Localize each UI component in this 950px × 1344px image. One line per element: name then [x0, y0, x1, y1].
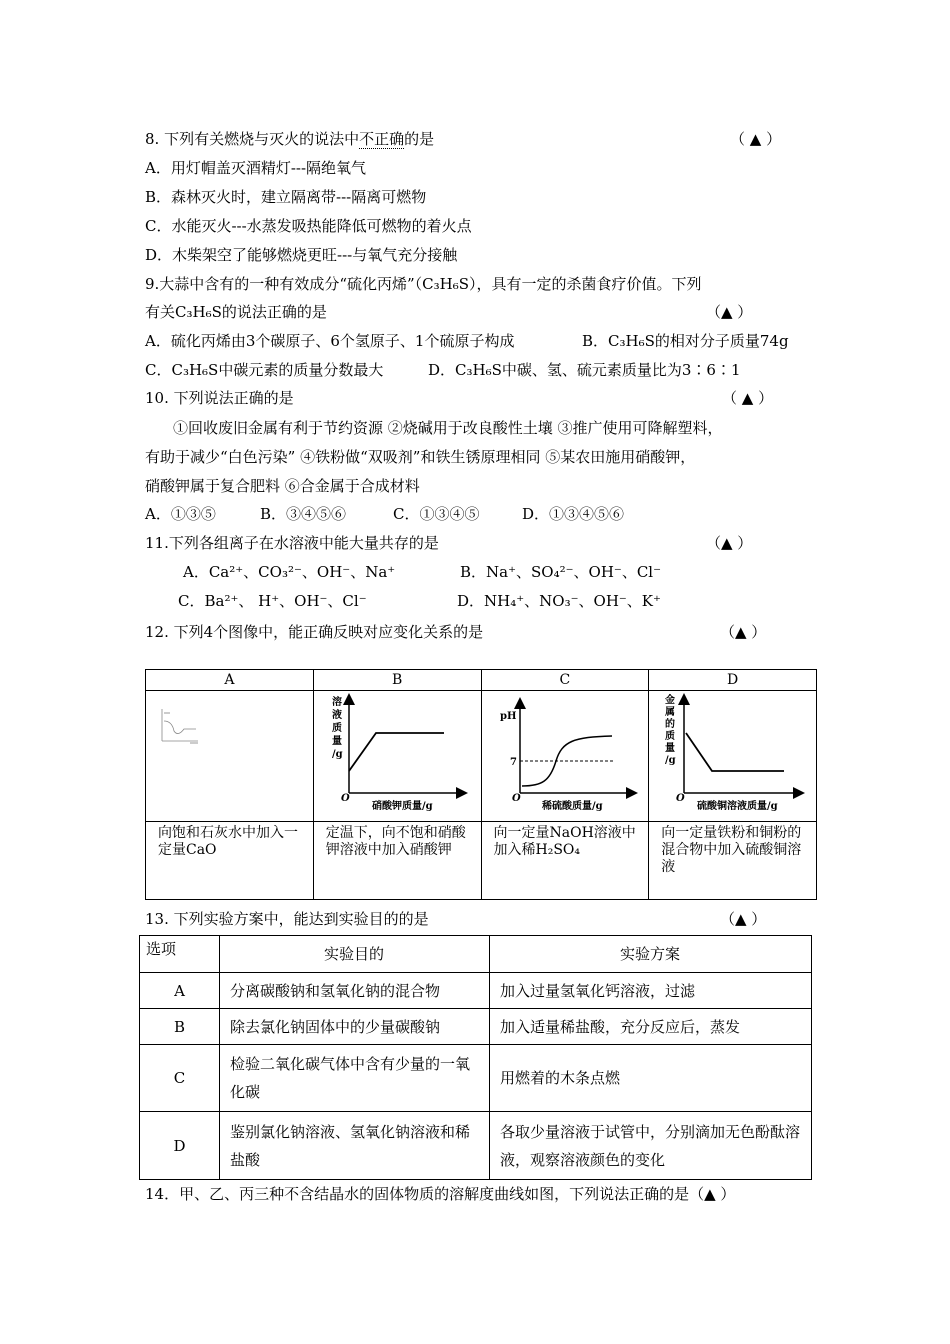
q13-row-b: [140, 1009, 812, 1045]
q12-graph-d-ylabel-3: 质: [665, 731, 676, 742]
q13-stem: 13. 下列实验方案中，能达到实验目的的是: [145, 910, 429, 928]
q8-option-d: D．木柴架空了能够燃烧更旺---与氧气充分接触: [145, 246, 458, 264]
q12-graph-d-ylabel-1: 属: [665, 707, 676, 718]
q12-graph-d-xlabel: 硫酸铜溶液质量/g: [697, 801, 778, 812]
q12-graph-b-ylabel-1: 液: [331, 710, 342, 721]
q12-graph-c-cell: [481, 691, 649, 822]
q12-answer-blank[interactable]: （▲ ）: [720, 623, 767, 641]
q12-desc-d: 向一定量铁粉和铜粉的混合物中加入硫酸铜溶液: [649, 822, 817, 900]
q12-graph-d-ylabel-2: 的: [665, 719, 676, 730]
q12-desc-b: 定温下，向不饱和硝酸钾溶液中加入硝酸钾: [313, 822, 481, 900]
q12-graph-d-ylabel-5: /g: [665, 755, 676, 766]
q13-header-plan: 实验方案: [490, 936, 812, 973]
q12-stem: 12. 下列4个图像中，能正确反映对应变化关系的是: [145, 623, 484, 641]
q9-stem-line2: 有关C₃H₆S的说法正确的是: [145, 303, 327, 321]
q13-row-a-option: A: [140, 973, 220, 1009]
q12-graph-c-mark-7: 7: [509, 757, 517, 768]
q8-option-c: C．水能灭火---水蒸发吸热能降低可燃物的着火点: [145, 217, 472, 235]
q12-graph-c-origin: O: [511, 793, 521, 804]
q13-row-d: [140, 1112, 812, 1180]
q9-option-b: B．C₃H₆S的相对分子质量74g: [582, 332, 789, 350]
q12-desc-c: 向一定量NaOH溶液中加入稀H₂SO₄: [481, 822, 649, 900]
q10-option-d: D．①③④⑤⑥: [522, 505, 625, 523]
q10-statement-line3: 硝酸钾属于复合肥料 ⑥合金属于合成材料: [145, 477, 420, 495]
q9-option-d: D．C₃H₆S中碳、氢、硫元素质量比为3∶6∶1: [428, 361, 741, 379]
q13-experiment-table: [139, 935, 812, 1180]
q13-row-d-option: D: [140, 1112, 220, 1180]
q13-header-option: 选项: [140, 936, 220, 973]
q11-option-c: C．Ba²⁺、 H⁺、OH⁻、Cl⁻: [178, 592, 367, 610]
q13-row-b-plan: 加入适量稀盐酸，充分反应后，蒸发: [490, 1009, 812, 1045]
q13-row-c: [140, 1045, 812, 1112]
q9-stem-line1: 9.大蒜中含有的一种有效成分“硫化丙烯”（C₃H₆S），具有一定的杀菌食疗价值。下列: [145, 275, 702, 293]
q13-header-goal: 实验目的: [220, 936, 490, 973]
q9-answer-blank[interactable]: （▲ ）: [706, 303, 753, 321]
q12-graph-b-xlabel: 硝酸钾质量/g: [371, 801, 433, 812]
q10-option-b: B．③④⑤⑥: [260, 505, 347, 523]
q12-graph-b-cell: [313, 691, 481, 822]
q13-row-c-plan: 用燃着的木条点燃: [490, 1045, 812, 1112]
q8-answer-blank[interactable]: （ ▲ ）: [730, 130, 782, 148]
q10-stem: 10. 下列说法正确的是: [145, 389, 294, 407]
q12-graph-d-origin: O: [676, 793, 685, 804]
q12-graph-a: [146, 691, 311, 817]
q10-answer-blank[interactable]: （ ▲ ）: [722, 389, 774, 407]
q12-graph-c: [482, 691, 647, 817]
q12-header-b: B: [313, 670, 481, 691]
q10-statement-line1: ①回收废旧金属有利于节约资源 ②烧碱用于改良酸性土壤 ③推广使用可降解塑料，: [173, 419, 723, 437]
q13-row-a-plan: 加入过量氢氧化钙溶液，过滤: [490, 973, 812, 1009]
q12-header-c: C: [481, 670, 649, 691]
q11-option-a: A．Ca²⁺、CO₃²⁻、OH⁻、Na⁺: [183, 563, 396, 581]
q13-row-d-goal: 鉴别氯化钠溶液、氢氧化钠溶液和稀盐酸: [220, 1112, 490, 1180]
q12-graph-d: [649, 691, 814, 817]
q11-answer-blank[interactable]: （▲ ）: [706, 534, 753, 552]
q12-desc-a: 向饱和石灰水中加入一定量CaO: [146, 822, 314, 900]
q13-row-c-option: C: [140, 1045, 220, 1112]
q8-stem: 8. 下列有关燃烧与灭火的说法中不正确的是: [145, 130, 435, 148]
q13-row-b-option: B: [140, 1009, 220, 1045]
q13-row-c-goal: 检验二氧化碳气体中含有少量的一氧化碳: [220, 1045, 490, 1112]
q10-option-c: C．①③④⑤: [393, 505, 480, 523]
q12-graph-d-cell: [649, 691, 817, 822]
q12-header-d: D: [649, 670, 817, 691]
q12-graph-c-xlabel: 稀硫酸质量/g: [541, 801, 603, 812]
q12-graph-c-ylabel: pH: [499, 711, 516, 722]
q12-graph-d-ylabel-0: 金: [665, 695, 676, 706]
q13-row-a-goal: 分离碳酸钠和氢氧化钠的混合物: [220, 973, 490, 1009]
q11-option-d: D．NH₄⁺、NO₃⁻、OH⁻、K⁺: [457, 592, 661, 610]
q12-graph-a-cell: [146, 691, 314, 822]
q8-option-a: A．用灯帽盖灭酒精灯---隔绝氧气: [145, 159, 367, 177]
q12-graph-b-ylabel-3: 量: [331, 736, 342, 747]
q12-graph-b-ylabel-2: 质: [331, 723, 342, 734]
q13-row-a: [140, 973, 812, 1009]
q12-header-a: A: [146, 670, 314, 691]
q10-option-a: A．①③⑤: [145, 505, 216, 523]
q13-answer-blank[interactable]: （▲ ）: [720, 910, 767, 928]
q8-stem-emphasis: 不正确: [359, 130, 405, 148]
q12-graph-b-origin: O: [340, 793, 350, 804]
q12-graph-b: [314, 691, 479, 817]
q13-row-b-goal: 除去氯化钠固体中的少量碳酸钠: [220, 1009, 490, 1045]
q12-graph-b-ylabel-4: /g: [331, 749, 343, 760]
q11-option-b: B．Na⁺、SO₄²⁻、OH⁻、Cl⁻: [460, 563, 662, 581]
q9-option-c: C．C₃H₆S中碳元素的质量分数最大: [145, 361, 384, 379]
q12-graph-table: [145, 669, 817, 900]
q12-graph-b-ylabel-0: 溶: [331, 697, 342, 708]
q11-stem: 11.下列各组离子在水溶液中能大量共存的是: [145, 534, 439, 552]
q12-graph-d-ylabel-4: 量: [665, 743, 676, 754]
q9-option-a: A．硫化丙烯由3个碳原子、6个氢原子、1个硫原子构成: [145, 332, 515, 350]
q8-option-b: B．森林灭火时，建立隔离带---隔离可燃物: [145, 188, 427, 206]
q10-statement-line2: 有助于减少“白色污染” ④铁粉做“双吸剂”和铁生锈原理相同 ⑤某农田施用硝酸钾，: [145, 448, 696, 466]
q13-row-d-plan: 各取少量溶液于试管中，分别滴加无色酚酞溶液，观察溶液颜色的变化: [490, 1112, 812, 1180]
q14-stem: 14．甲、乙、丙三种不含结晶水的固体物质的溶解度曲线如图，下列说法正确的是（▲ ）: [145, 1185, 736, 1203]
